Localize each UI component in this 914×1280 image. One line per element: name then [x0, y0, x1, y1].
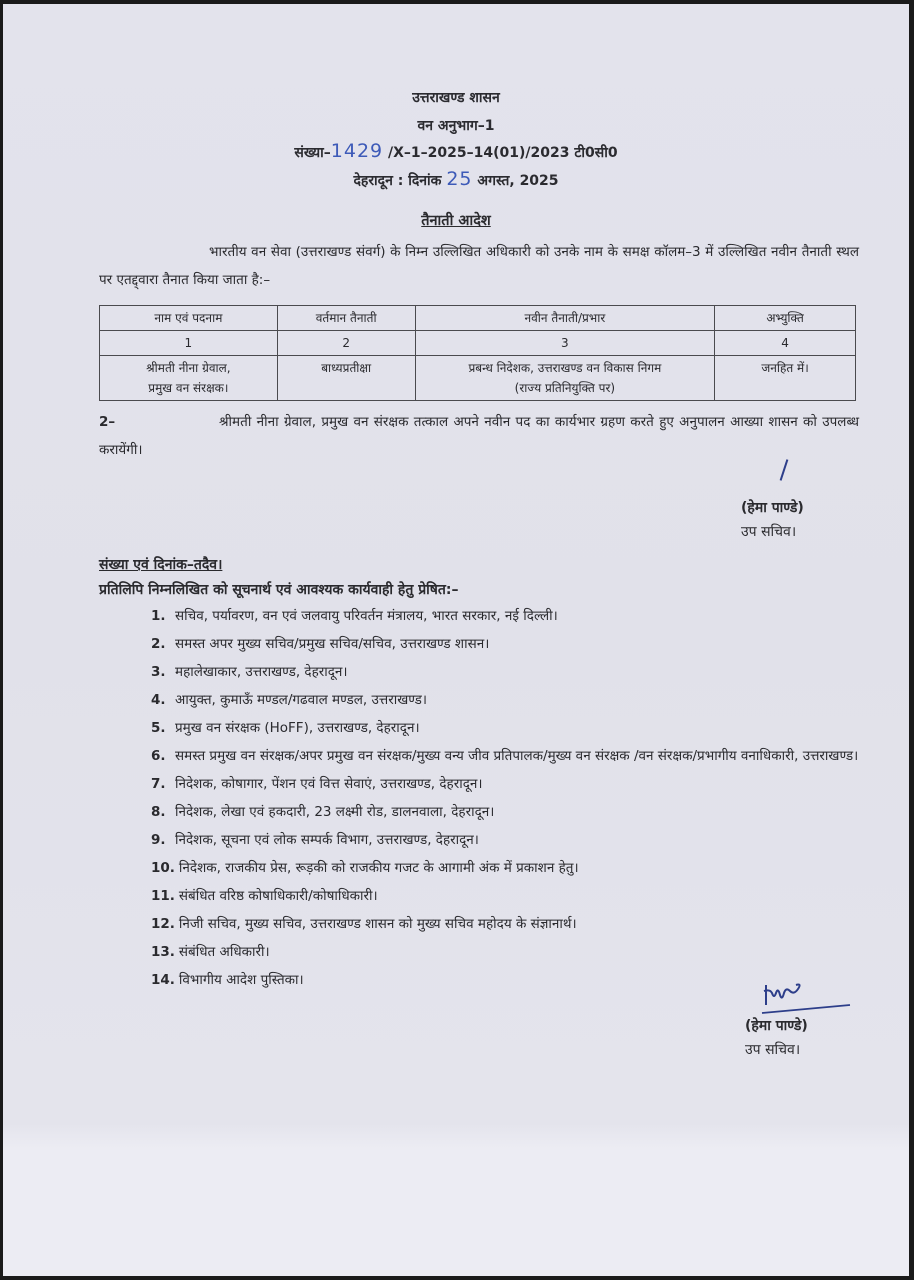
paragraph-2-text: श्रीमती नीना ग्रेवाल, प्रमुख वन संरक्षक तत्काल अपने नवीन पद का कार्यभार ग्रहण करते हुए अनुपालन आख्या शासन को उपलब्ध करायेंगी। [99, 414, 859, 458]
table-header: वर्तमान तैनाती [277, 306, 415, 331]
item-number: 8. [151, 804, 166, 820]
copy-signatory-block [745, 1014, 808, 1062]
column-number: 3 [415, 331, 715, 356]
list-item [151, 966, 861, 994]
list-item [151, 854, 861, 882]
list-item [151, 938, 861, 966]
order-date [3, 168, 909, 190]
item-text: विभागीय आदेश पुस्तिका। [178, 972, 304, 988]
table-column-number-row [100, 331, 856, 356]
list-item [151, 602, 861, 630]
item-text: निदेशक, कोषागार, पेंशन एवं वित्त सेवाएं, उत्तराखण्ड, देहरादून। [175, 776, 483, 792]
posting-table [99, 305, 856, 401]
copy-subheading: प्रतिलिपि निम्नलिखित को सूचनार्थ एवं आवश्यक कार्यवाही हेतु प्रेषित:– [99, 582, 459, 598]
copy-recipient-list [151, 602, 861, 994]
table-row [100, 356, 856, 401]
item-number: 10. [151, 860, 175, 876]
handwritten-date: 25 [446, 168, 473, 190]
list-item [151, 686, 861, 714]
table-header-row [100, 306, 856, 331]
list-item [151, 882, 861, 910]
list-item [151, 630, 861, 658]
item-text: निदेशक, लेखा एवं हकदारी, 23 लक्ष्मी रोड, डालनवाला, देहरादून। [175, 804, 495, 820]
government-name: उत्तराखण्ड शासन [412, 90, 500, 106]
item-number: 11. [151, 888, 175, 904]
number-prefix: संख्या– [294, 145, 331, 161]
item-text: समस्त प्रमुख वन संरक्षक/अपर प्रमुख वन संरक्षक/मुख्य वन्य जीव प्रतिपालक/मुख्य वन संरक्षक /वन संरक्षक/प्रभागीय वनाधिकारी, उत्तराखण्ड। [175, 748, 859, 764]
new-posting-note: (राज्य प्रतिनियुक्ति पर) [514, 381, 616, 395]
signatory-designation: उप सचिव। [741, 524, 797, 540]
item-number: 4. [151, 692, 166, 708]
intro-paragraph: भारतीय वन सेवा (उत्तराखण्ड संवर्ग) के निम्न उल्लिखित अधिकारी को उनके नाम के समक्ष कॉलम–3 में उल्लिखित नवीन तैनाती स्थल पर एतद्द्वारा तैनात किया जाता है:– [99, 244, 859, 288]
item-text: निदेशक, राजकीय प्रेस, रूड़की को राजकीय गजट के आगामी अंक में प्रकाशन हेतु। [178, 860, 579, 876]
officer-name-cell [100, 356, 278, 401]
signatory-block [741, 496, 804, 544]
copy-heading: संख्या एवं दिनांक–तदैव। [99, 557, 223, 573]
list-item [151, 798, 861, 826]
paragraph-2 [99, 408, 859, 464]
paragraph-number: 2– [99, 414, 116, 430]
item-number: 14. [151, 972, 175, 988]
item-number: 2. [151, 636, 166, 652]
item-text: सचिव, पर्यावरण, वन एवं जलवायु परिवर्तन मंत्रालय, भारत सरकार, नई दिल्ली। [175, 608, 558, 624]
item-text: आयुक्त, कुमाऊँ मण्डल/गढवाल मण्डल, उत्तराखण्ड। [175, 692, 428, 708]
item-text: संबंधित अधिकारी। [178, 944, 270, 960]
table-header: नवीन तैनाती/प्रभार [415, 306, 715, 331]
handwritten-number: 1429 [330, 140, 384, 162]
copy-signatory-designation: उप सचिव। [745, 1042, 801, 1058]
item-number: 13. [151, 944, 175, 960]
item-number: 1. [151, 608, 166, 624]
new-posting: प्रबन्ध निदेशक, उत्तराखण्ड वन विकास निगम [468, 361, 662, 375]
order-title: तैनाती आदेश [421, 213, 491, 229]
officer-name: श्रीमती नीना ग्रेवाल, [146, 361, 231, 375]
list-item [151, 910, 861, 938]
list-item [151, 770, 861, 798]
copy-signatory-name: (हेमा पाण्डे) [745, 1018, 808, 1034]
column-number: 2 [277, 331, 415, 356]
item-text: महालेखाकार, उत्तराखण्ड, देहरादून। [175, 664, 348, 680]
date-suffix: अगस्त, 2025 [472, 173, 559, 189]
item-number: 6. [151, 748, 166, 764]
column-number: 1 [100, 331, 278, 356]
item-text: निदेशक, सूचना एवं लोक सम्पर्क विभाग, उत्तराखण्ड, देहरादून। [175, 832, 479, 848]
list-item [151, 826, 861, 854]
table-header: नाम एवं पदनाम [100, 306, 278, 331]
table-header: अभ्युक्ति [715, 306, 856, 331]
list-item [151, 658, 861, 686]
reference-number [3, 140, 909, 162]
item-text: निजी सचिव, मुख्य सचिव, उत्तराखण्ड शासन को मुख्य सचिव महोदय के संज्ञानार्थ। [178, 916, 577, 932]
signatory-name: (हेमा पाण्डे) [741, 500, 804, 516]
item-text: संबंधित वरिष्ठ कोषाधिकारी/कोषाधिकारी। [178, 888, 378, 904]
list-item [151, 714, 861, 742]
date-prefix: देहरादून : दिनांक [353, 173, 447, 189]
item-number: 5. [151, 720, 166, 736]
item-text: समस्त अपर मुख्य सचिव/प्रमुख सचिव/सचिव, उत्तराखण्ड शासन। [175, 636, 490, 652]
new-posting-cell [415, 356, 715, 401]
item-text: प्रमुख वन संरक्षक (HoFF), उत्तराखण्ड, देहरादून। [175, 720, 420, 736]
officer-designation: प्रमुख वन संरक्षक। [148, 381, 229, 395]
item-number: 7. [151, 776, 166, 792]
number-suffix: /X–1–2025–14(01)/2023 टी0सी0 [383, 145, 618, 161]
section-name: वन अनुभाग–1 [417, 118, 495, 134]
current-posting: बाध्यप्रतीक्षा [277, 356, 415, 401]
remark: जनहित में। [715, 356, 856, 401]
item-number: 3. [151, 664, 166, 680]
item-number: 12. [151, 916, 175, 932]
item-number: 9. [151, 832, 166, 848]
list-item [151, 742, 861, 770]
column-number: 4 [715, 331, 856, 356]
handwritten-signature [758, 979, 858, 1019]
document-page [3, 4, 909, 1276]
